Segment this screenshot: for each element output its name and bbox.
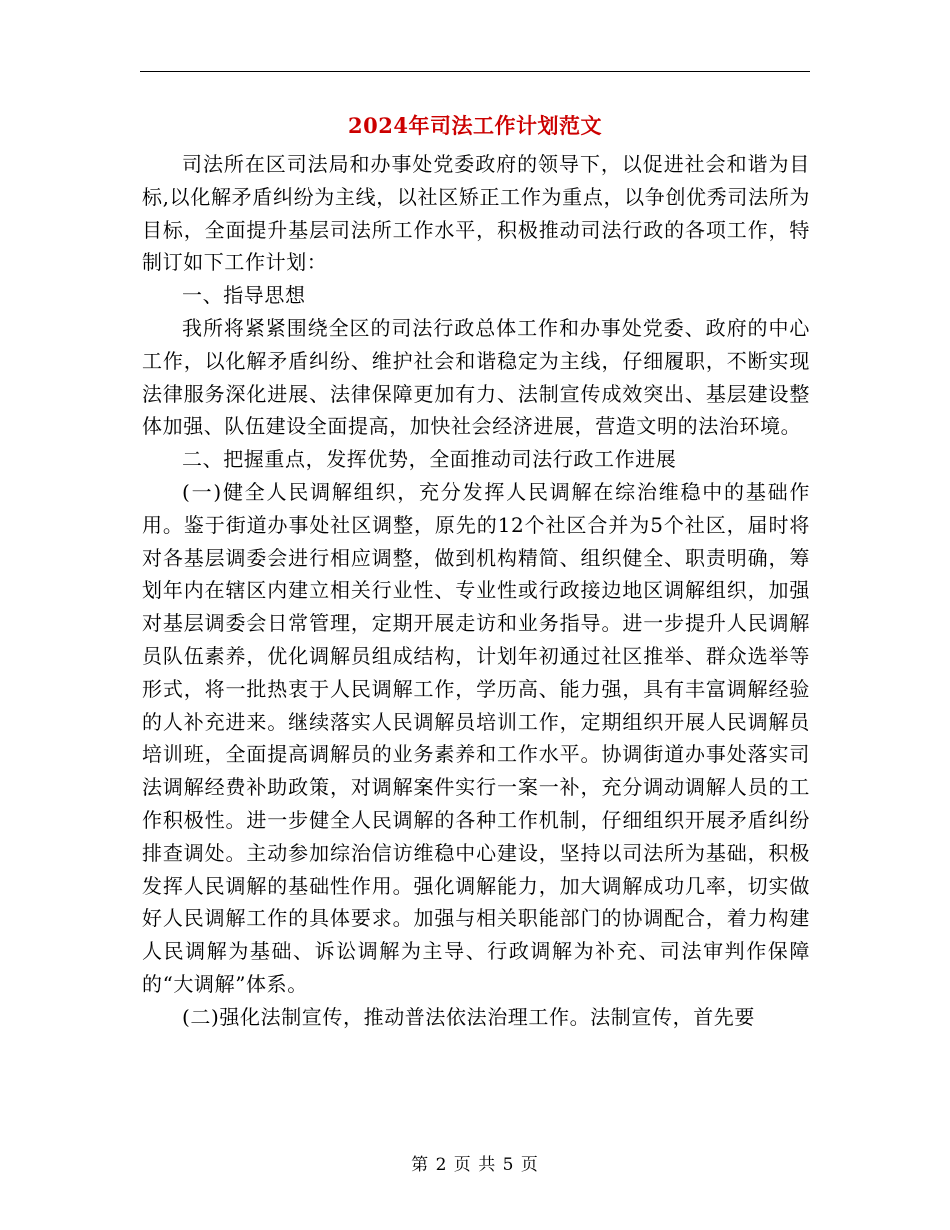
guiding-thought-paragraph: 我所将紧紧围绕全区的司法行政总体工作和办事处党委、政府的中心工作，以化解矛盾纠纷、维护社会和谐稳定为主线，仔细履职，不断实现法律服务深化进展、法律保障更加有力、法制宣传成效突出、基层建设整体加强、队伍建设全面提高，加快社会经济进展，营造文明的法治环境。 — [142, 315, 810, 439]
legal-publicity-paragraph: (二)强化法制宣传，推动普法依法治理工作。法制宣传，首先要 — [182, 1004, 756, 1029]
page-number-footer: 第 2 页 共 5 页 — [411, 1155, 539, 1175]
mediation-paragraph: (一)健全人民调解组织，充分发挥人民调解在综治维稳中的基础作用。鉴于街道办事处社区调整，原先的12个社区合并为5个社区，届时将对各基层调委会进行相应调整，做到机构精简、组织健全、职责明确，筹划年内在辖区内建立相关行业性、专业性或行政接边地区调解组织，加强对基层调委会日常管理，定期开展走访和业务指导。进一步提升人民调解员队伍素养，优化调解员组成结构，计划年初通过社区推举、群众选举等形式，将一批热衷于人民调解工作，学历高、能力强，具有丰富调解经验的人补充进来。继续落实人民调解员培训工作，定期组织开展人民调解员培训班，全面提高调解员的业务素养和工作水平。协调街道办事处落实司法调解经费补助政策，对调解案件实行一案一补，充分调动调解人员的工作积极性。进一步健全人民调解的各种工作机制，仔细组织开展矛盾纠纷排查调处。主动参加综治信访维稳中心建设，坚持以司法所为基础，积极发挥人民调解的基础性作用。强化调解能力，加大调解成功几率，切实做好人民调解工作的具体要求。加强与相关职能部门的协调配合，着力构建人民调解为基础、诉讼调解为主导、行政调解为补充、司法审判作保障的“大调解”体系。 — [142, 479, 810, 996]
section-heading-guiding-thought: 一、指导思想 — [182, 283, 306, 308]
section-heading-key-points: 二、把握重点，发挥优势，全面推动司法行政工作进展 — [182, 447, 677, 472]
intro-paragraph: 司法所在区司法局和办事处党委政府的领导下，以促进社会和谐为目标,以化解矛盾纠纷为主线，以社区矫正工作为重点，以争创优秀司法所为目标，全面提升基层司法所工作水平，积极推动司法行政的各项工作，特制订如下工作计划： — [142, 152, 810, 275]
document-title: 2024年司法工作计划范文 — [348, 113, 602, 138]
document-body — [142, 148, 810, 1034]
header-rule — [140, 71, 810, 72]
